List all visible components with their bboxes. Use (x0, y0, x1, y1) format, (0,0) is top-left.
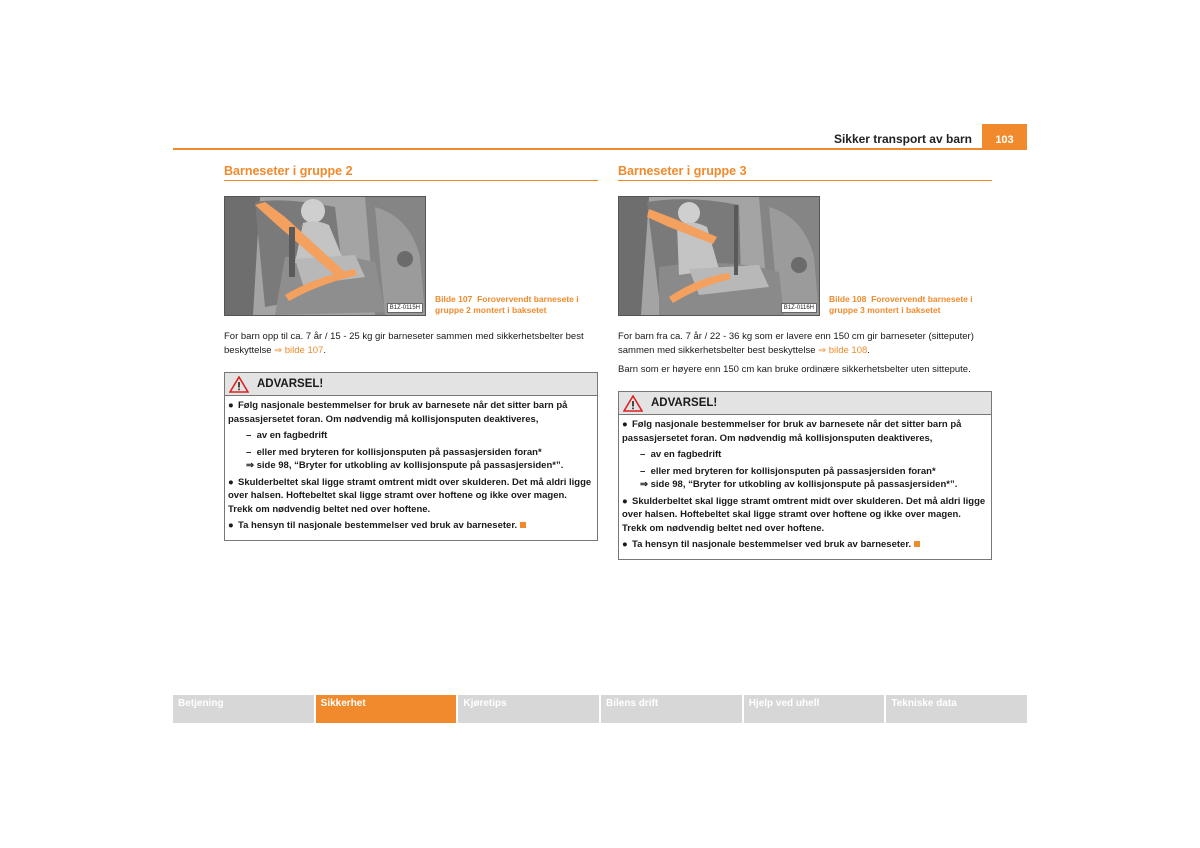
figure-caption (829, 294, 989, 316)
figure-link[interactable]: ⇒ bilde 108 (818, 345, 868, 356)
header-rule (173, 148, 1027, 150)
figure-number: Bilde 107 (435, 294, 473, 304)
warning-triangle-icon (623, 395, 643, 412)
warning-item (622, 418, 987, 445)
figure-row (618, 196, 992, 318)
body-paragraph (224, 330, 598, 358)
figure-image-child-seat-group-2 (224, 196, 426, 316)
bullet-icon: ● (622, 539, 628, 550)
body-paragraph (618, 330, 992, 358)
warning-item-text: Følg nasjonale bestemmelser for bruk av barnesete når det sitter barn på passasjersetet foran. Om nødvendig må kollisjonsputen deaktiveres, (228, 400, 568, 425)
warning-title: ADVARSEL! (651, 397, 718, 409)
warning-header (225, 373, 597, 396)
bullet-icon: ● (622, 495, 628, 507)
chapter-nav (173, 695, 1027, 723)
warning-item-text: Følg nasjonale bestemmelser for bruk av barnesete når det sitter barn på passasjersetet foran. Om nødvendig må kollisjonsputen deaktiveres, (622, 419, 962, 444)
warning-subitem-text: av en fagbedrift (650, 449, 722, 460)
page-header-title: Sikker transport av barn (833, 132, 972, 146)
figure-caption-text: Forovervendt barnesete i gruppe 2 montert i baksetet (435, 294, 579, 315)
end-of-section-icon (520, 522, 526, 528)
nav-tab-hjelp-ved-uhell[interactable]: Hjelp ved uhell (744, 695, 885, 723)
page-reference-link[interactable]: ⇒ side 98, “Bryter for utkobling av kollisjonspute på passasjersiden*”. (246, 460, 564, 471)
warning-subitem: – eller med bryteren for kollisjonsputen på passasjersiden foran* (246, 446, 542, 458)
warning-subitem-text: eller med bryteren for kollisjonsputen på passasjersiden foran* (256, 446, 542, 458)
bullet-icon: ● (228, 400, 234, 411)
warning-box (224, 372, 598, 541)
warning-body (619, 415, 991, 559)
paragraph-end: . (323, 345, 326, 356)
figure-number: Bilde 108 (829, 294, 867, 304)
section-title: Barneseter i gruppe 3 (618, 164, 992, 181)
figure-code: B1Z-0115H (387, 303, 423, 313)
warning-subitem: – av en fagbedrift (246, 430, 328, 441)
bullet-icon: ● (622, 419, 628, 430)
figure-code: B1Z-0116H (781, 303, 817, 313)
warning-item (228, 476, 593, 517)
page-reference-link[interactable]: ⇒ side 98, “Bryter for utkobling av kollisjonspute på passasjersiden*”. (640, 479, 958, 490)
warning-item (622, 495, 987, 536)
warning-triangle-icon (229, 376, 249, 393)
warning-item (622, 538, 987, 552)
warning-item (228, 399, 593, 426)
warning-subitem: – av en fagbedrift (640, 449, 722, 460)
warning-body (225, 396, 597, 540)
figure-link[interactable]: ⇒ bilde 107 (274, 345, 324, 356)
bullet-icon: ● (228, 476, 234, 488)
section-title: Barneseter i gruppe 2 (224, 164, 598, 181)
paragraph-text: For barn fra ca. 7 år / 22 - 36 kg som er lavere enn 150 cm gir barneseter (sitteputer) sammen med sikkerhetsbelter best beskyttelse (618, 331, 974, 356)
warning-item-text: Ta hensyn til nasjonale bestemmelser ved bruk av barneseter. (238, 520, 518, 531)
warning-item-text: Ta hensyn til nasjonale bestemmelser ved bruk av barneseter. (632, 539, 912, 550)
nav-tab-sikkerhet[interactable]: Sikkerhet (316, 695, 457, 723)
body-paragraph: Barn som er høyere enn 150 cm kan bruke ordinære sikkerhetsbelter uten sittepute. (618, 364, 971, 375)
figure-row (224, 196, 598, 318)
warning-subitem-text: av en fagbedrift (256, 430, 328, 441)
paragraph-text: For barn opp til ca. 7 år / 15 - 25 kg gir barneseter sammen med sikkerhetsbelter best beskyttelse (224, 331, 584, 356)
figure-image-child-seat-group-3 (618, 196, 820, 316)
nav-tab-betjening[interactable]: Betjening (173, 695, 314, 723)
warning-box (618, 391, 992, 560)
warning-subitem: – eller med bryteren for kollisjonsputen på passasjersiden foran* (640, 465, 936, 477)
warning-subitem-text: eller med bryteren for kollisjonsputen på passasjersiden foran* (650, 465, 936, 477)
section-group-3 (618, 164, 992, 560)
warning-header (619, 392, 991, 415)
warning-title: ADVARSEL! (257, 378, 324, 390)
figure-caption (435, 294, 595, 316)
paragraph-end: . (867, 345, 870, 356)
figure-caption-text: Forovervendt barnesete i gruppe 3 montert i baksetet (829, 294, 973, 315)
nav-tab-kjoretips[interactable]: Kjøretips (458, 695, 599, 723)
warning-item (228, 519, 593, 533)
bullet-icon: ● (228, 520, 234, 531)
end-of-section-icon (914, 541, 920, 547)
nav-tab-bilens-drift[interactable]: Bilens drift (601, 695, 742, 723)
warning-item-text: Skulderbeltet skal ligge stramt omtrent midt over skulderen. Det må aldri ligge over halsen. Hoftebeltet skal ligge stramt over hoftene og ikke over magen. Trekk om nødvendig beltet ned over hoftene. (622, 495, 986, 534)
page-number: 103 (982, 124, 1027, 150)
section-group-2 (224, 164, 598, 541)
warning-item-text: Skulderbeltet skal ligge stramt omtrent midt over skulderen. Det må aldri ligge over halsen. Hoftebeltet skal ligge stramt over hoftene og ikke over magen. Trekk om nødvendig beltet ned over hoftene. (228, 476, 592, 515)
nav-tab-tekniske-data[interactable]: Tekniske data (886, 695, 1027, 723)
